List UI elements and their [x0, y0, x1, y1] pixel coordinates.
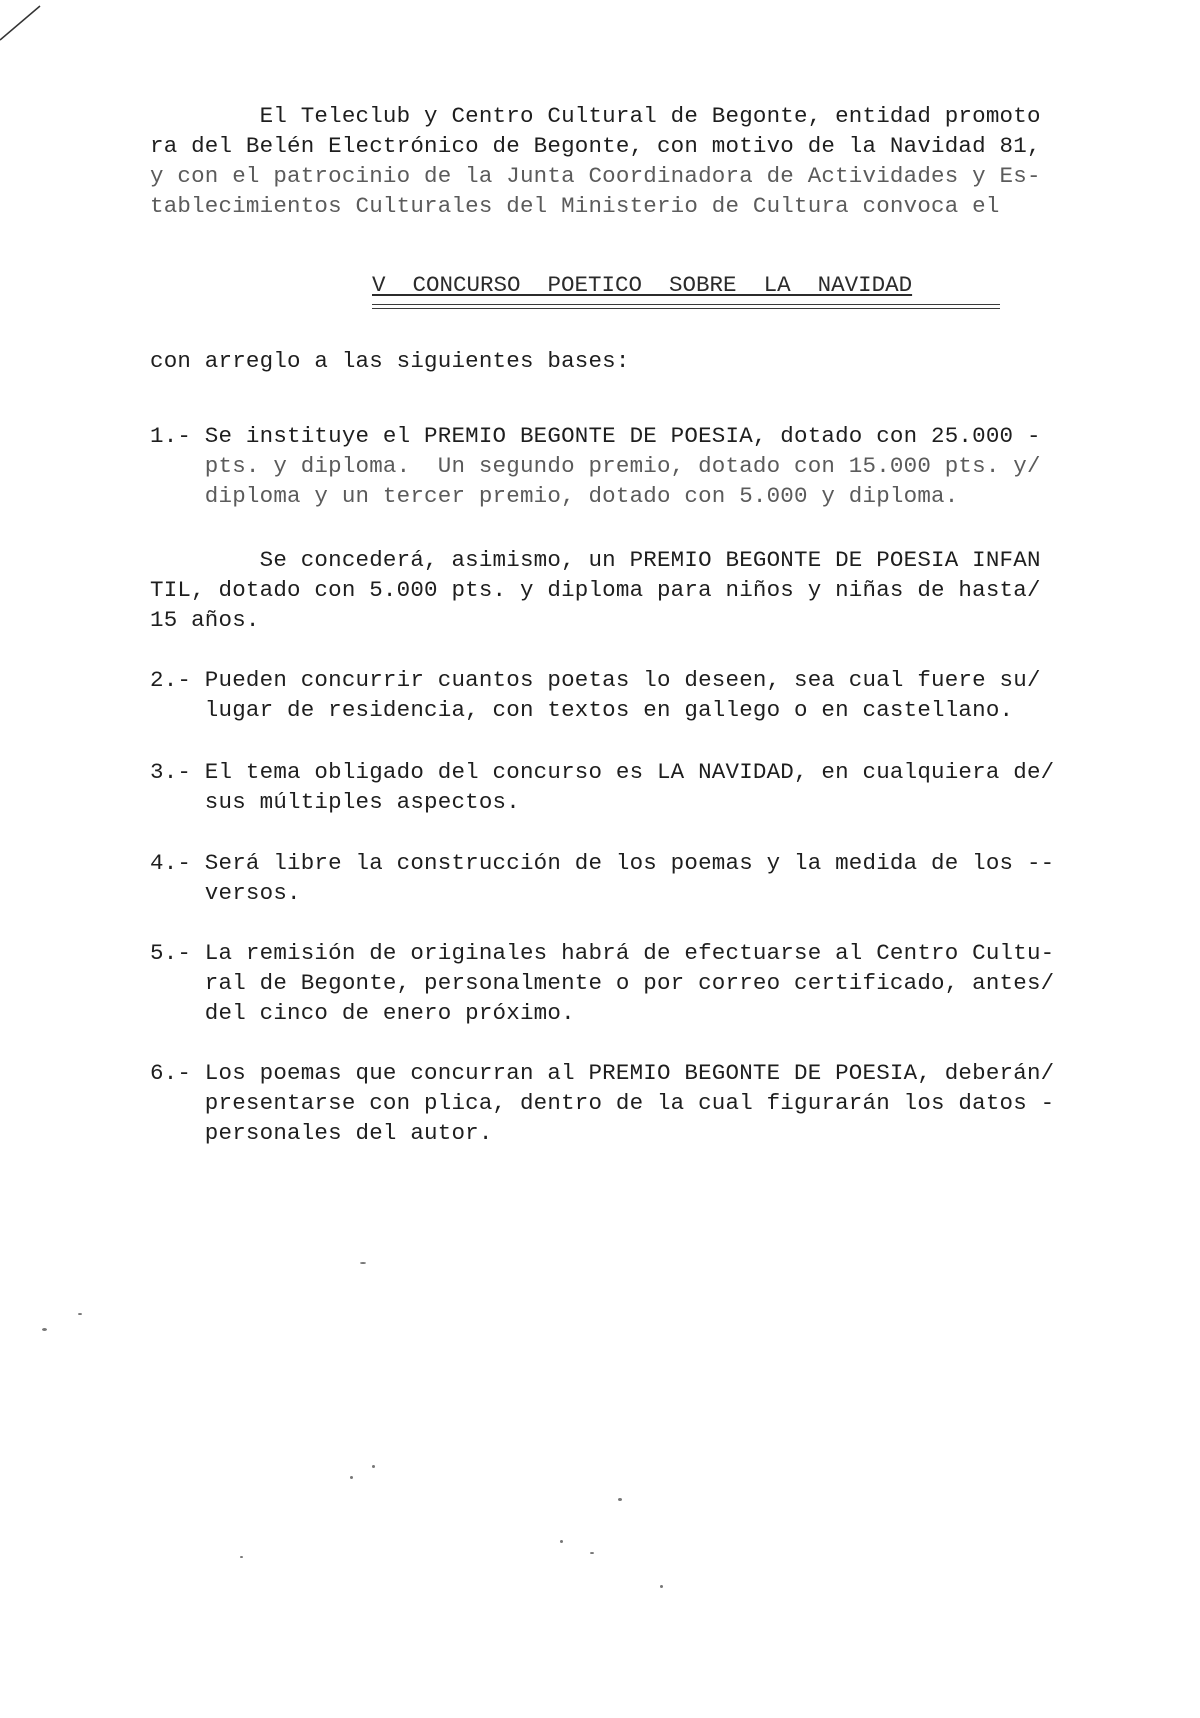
scan-speck [350, 1476, 353, 1479]
scan-speck [360, 1262, 366, 1264]
scan-speck [660, 1585, 663, 1588]
base-5-line-2: ral de Begonte, personalmente o por correo certificado, antes/ [150, 970, 1055, 996]
scan-speck [78, 1313, 82, 1315]
base-6-line-3: personales del autor. [150, 1120, 493, 1146]
base-6-line-2: presentarse con plica, dentro de la cual figurarán los datos - [150, 1090, 1055, 1116]
base-5-line-1: 5.- La remisión de originales habrá de efectuarse al Centro Cultu- [150, 940, 1055, 966]
intro-line-4: tablecimientos Culturales del Ministerio de Cultura convoca el [150, 193, 1000, 219]
title-double-rule-top [372, 304, 1000, 305]
title-double-rule-bottom [372, 308, 1000, 309]
corner-pen-mark [0, 0, 60, 50]
scan-speck [560, 1540, 563, 1543]
scan-speck [590, 1552, 594, 1554]
base-4-line-2: versos. [150, 880, 301, 906]
scan-speck [240, 1556, 243, 1558]
bases-intro: con arreglo a las siguientes bases: [150, 348, 630, 374]
base-1-line-2: pts. y diploma. Un segundo premio, dotado con 15.000 pts. y/ [150, 453, 1041, 479]
base-1-line-3: diploma y un tercer premio, dotado con 5.000 y diploma. [150, 483, 959, 509]
base-2-line-1: 2.- Pueden concurrir cuantos poetas lo deseen, sea cual fuere su/ [150, 667, 1041, 693]
base-2-line-2: lugar de residencia, con textos en gallego o en castellano. [150, 697, 1014, 723]
base-5-line-3: del cinco de enero próximo. [150, 1000, 575, 1026]
base-4-line-1: 4.- Será libre la construcción de los poemas y la medida de los -- [150, 850, 1055, 876]
intro-line-1: El Teleclub y Centro Cultural de Begonte, entidad promoto [150, 103, 1041, 129]
intro-line-2: ra del Belén Electrónico de Begonte, con motivo de la Navidad 81, [150, 133, 1041, 159]
infantil-line-2: TIL, dotado con 5.000 pts. y diploma para niños y niñas de hasta/ [150, 577, 1041, 603]
contest-title: V CONCURSO POETICO SOBRE LA NAVIDAD [372, 272, 913, 298]
base-6-line-1: 6.- Los poemas que concurran al PREMIO BEGONTE DE POESIA, deberán/ [150, 1060, 1055, 1086]
infantil-line-1: Se concederá, asimismo, un PREMIO BEGONTE DE POESIA INFAN [150, 547, 1041, 573]
scan-speck [372, 1465, 375, 1468]
base-3-line-2: sus múltiples aspectos. [150, 789, 520, 815]
base-1-line-1: 1.- Se instituye el PREMIO BEGONTE DE POESIA, dotado con 25.000 - [150, 423, 1041, 449]
scan-speck [42, 1328, 47, 1331]
intro-line-3: y con el patrocinio de la Junta Coordinadora de Actividades y Es- [150, 163, 1041, 189]
base-3-line-1: 3.- El tema obligado del concurso es LA NAVIDAD, en cualquiera de/ [150, 759, 1055, 785]
infantil-line-3: 15 años. [150, 607, 260, 633]
scan-speck [618, 1498, 622, 1501]
